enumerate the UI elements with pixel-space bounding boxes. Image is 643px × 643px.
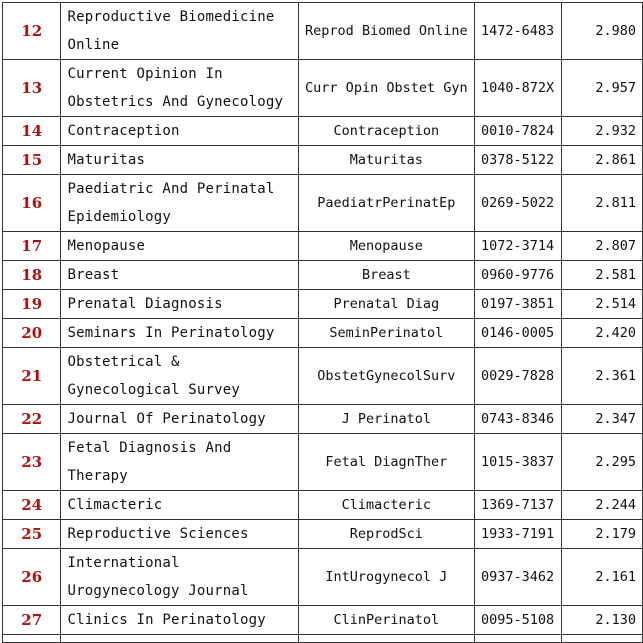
rank-cell: 12 [3,3,61,60]
issn-cell: 0197-3851 [474,290,561,319]
abbreviation-cell: Fetal DiagnTher [299,434,475,491]
table-row [3,520,643,549]
journal-name-cell: Prenatal Diagnosis [61,290,299,319]
issn-cell: 0095-5108 [474,606,561,635]
table-row [3,175,643,232]
rank-cell: 22 [3,405,61,434]
rank-cell: 24 [3,491,61,520]
rank-cell: 20 [3,319,61,348]
journal-name-cell: Maturitas [61,146,299,175]
impact-factor-cell: 2.514 [561,290,642,319]
issn-cell: 1933-7191 [474,520,561,549]
empty-cell [3,635,61,643]
rank-cell: 26 [3,549,61,606]
table-row-partial [3,635,643,643]
journal-name-cell: Current Opinion In Obstetrics And Gynecology [61,60,299,117]
journal-name-cell: Climacteric [61,491,299,520]
abbreviation-cell: J Perinatol [299,405,475,434]
issn-cell: 0029-7828 [474,348,561,405]
abbreviation-cell: ClinPerinatol [299,606,475,635]
table-row [3,606,643,635]
abbreviation-cell: ReprodSci [299,520,475,549]
table-row [3,348,643,405]
issn-cell: 1015-3837 [474,434,561,491]
issn-cell: 1369-7137 [474,491,561,520]
journal-name-cell: Fetal Diagnosis And Therapy [61,434,299,491]
rank-cell: 16 [3,175,61,232]
impact-factor-cell: 2.932 [561,117,642,146]
impact-factor-cell: 2.347 [561,405,642,434]
abbreviation-cell: Reprod Biomed Online [299,3,475,60]
abbreviation-cell: IntUrogynecol J [299,549,475,606]
journal-name-cell: Menopause [61,232,299,261]
table-row [3,117,643,146]
abbreviation-cell: Breast [299,261,475,290]
impact-factor-cell: 2.295 [561,434,642,491]
issn-cell: 0960-9776 [474,261,561,290]
issn-cell: 1472-6483 [474,3,561,60]
journal-name-cell: Reproductive Biomedicine Online [61,3,299,60]
issn-cell: 1072-3714 [474,232,561,261]
table-row [3,319,643,348]
table-row [3,146,643,175]
journal-name-cell: Journal Of Perinatology [61,405,299,434]
issn-cell: 0378-5122 [474,146,561,175]
journal-name-cell: Breast [61,261,299,290]
impact-factor-cell: 2.361 [561,348,642,405]
impact-factor-cell: 2.244 [561,491,642,520]
issn-cell: 0743-8346 [474,405,561,434]
journal-name-cell: Contraception [61,117,299,146]
issn-cell: 0269-5022 [474,175,561,232]
table-row [3,434,643,491]
table-row [3,290,643,319]
impact-factor-cell: 2.811 [561,175,642,232]
rank-cell: 23 [3,434,61,491]
empty-cell [61,635,299,643]
journal-name-cell: International Urogynecology Journal [61,549,299,606]
empty-cell [474,635,561,643]
table-row [3,261,643,290]
table-row [3,405,643,434]
table-row [3,232,643,261]
empty-cell [299,635,475,643]
issn-cell: 1040-872X [474,60,561,117]
issn-cell: 0937-3462 [474,549,561,606]
abbreviation-cell: SeminPerinatol [299,319,475,348]
journal-name-cell: Seminars In Perinatology [61,319,299,348]
journal-name-cell: Obstetrical & Gynecological Survey [61,348,299,405]
table-row [3,491,643,520]
abbreviation-cell: Climacteric [299,491,475,520]
abbreviation-cell: Menopause [299,232,475,261]
rank-cell: 17 [3,232,61,261]
rank-cell: 14 [3,117,61,146]
rank-cell: 18 [3,261,61,290]
abbreviation-cell: Contraception [299,117,475,146]
impact-factor-cell: 2.957 [561,60,642,117]
impact-factor-cell: 2.581 [561,261,642,290]
table-body [3,3,643,643]
issn-cell: 0010-7824 [474,117,561,146]
impact-factor-cell: 2.807 [561,232,642,261]
journal-name-cell: Paediatric And Perinatal Epidemiology [61,175,299,232]
abbreviation-cell: Maturitas [299,146,475,175]
empty-cell [561,635,642,643]
journal-name-cell: Reproductive Sciences [61,520,299,549]
impact-factor-cell: 2.861 [561,146,642,175]
abbreviation-cell: Curr Opin Obstet Gyn [299,60,475,117]
impact-factor-cell: 2.130 [561,606,642,635]
impact-factor-cell: 2.161 [561,549,642,606]
table-row [3,3,643,60]
table-row [3,549,643,606]
journal-ranking-table [2,2,643,643]
issn-cell: 0146-0005 [474,319,561,348]
rank-cell: 19 [3,290,61,319]
rank-cell: 25 [3,520,61,549]
journal-name-cell: Clinics In Perinatology [61,606,299,635]
rank-cell: 13 [3,60,61,117]
abbreviation-cell: ObstetGynecolSurv [299,348,475,405]
impact-factor-cell: 2.420 [561,319,642,348]
table-row [3,60,643,117]
abbreviation-cell: Prenatal Diag [299,290,475,319]
impact-factor-cell: 2.179 [561,520,642,549]
abbreviation-cell: PaediatrPerinatEp [299,175,475,232]
rank-cell: 27 [3,606,61,635]
rank-cell: 21 [3,348,61,405]
impact-factor-cell: 2.980 [561,3,642,60]
rank-cell: 15 [3,146,61,175]
